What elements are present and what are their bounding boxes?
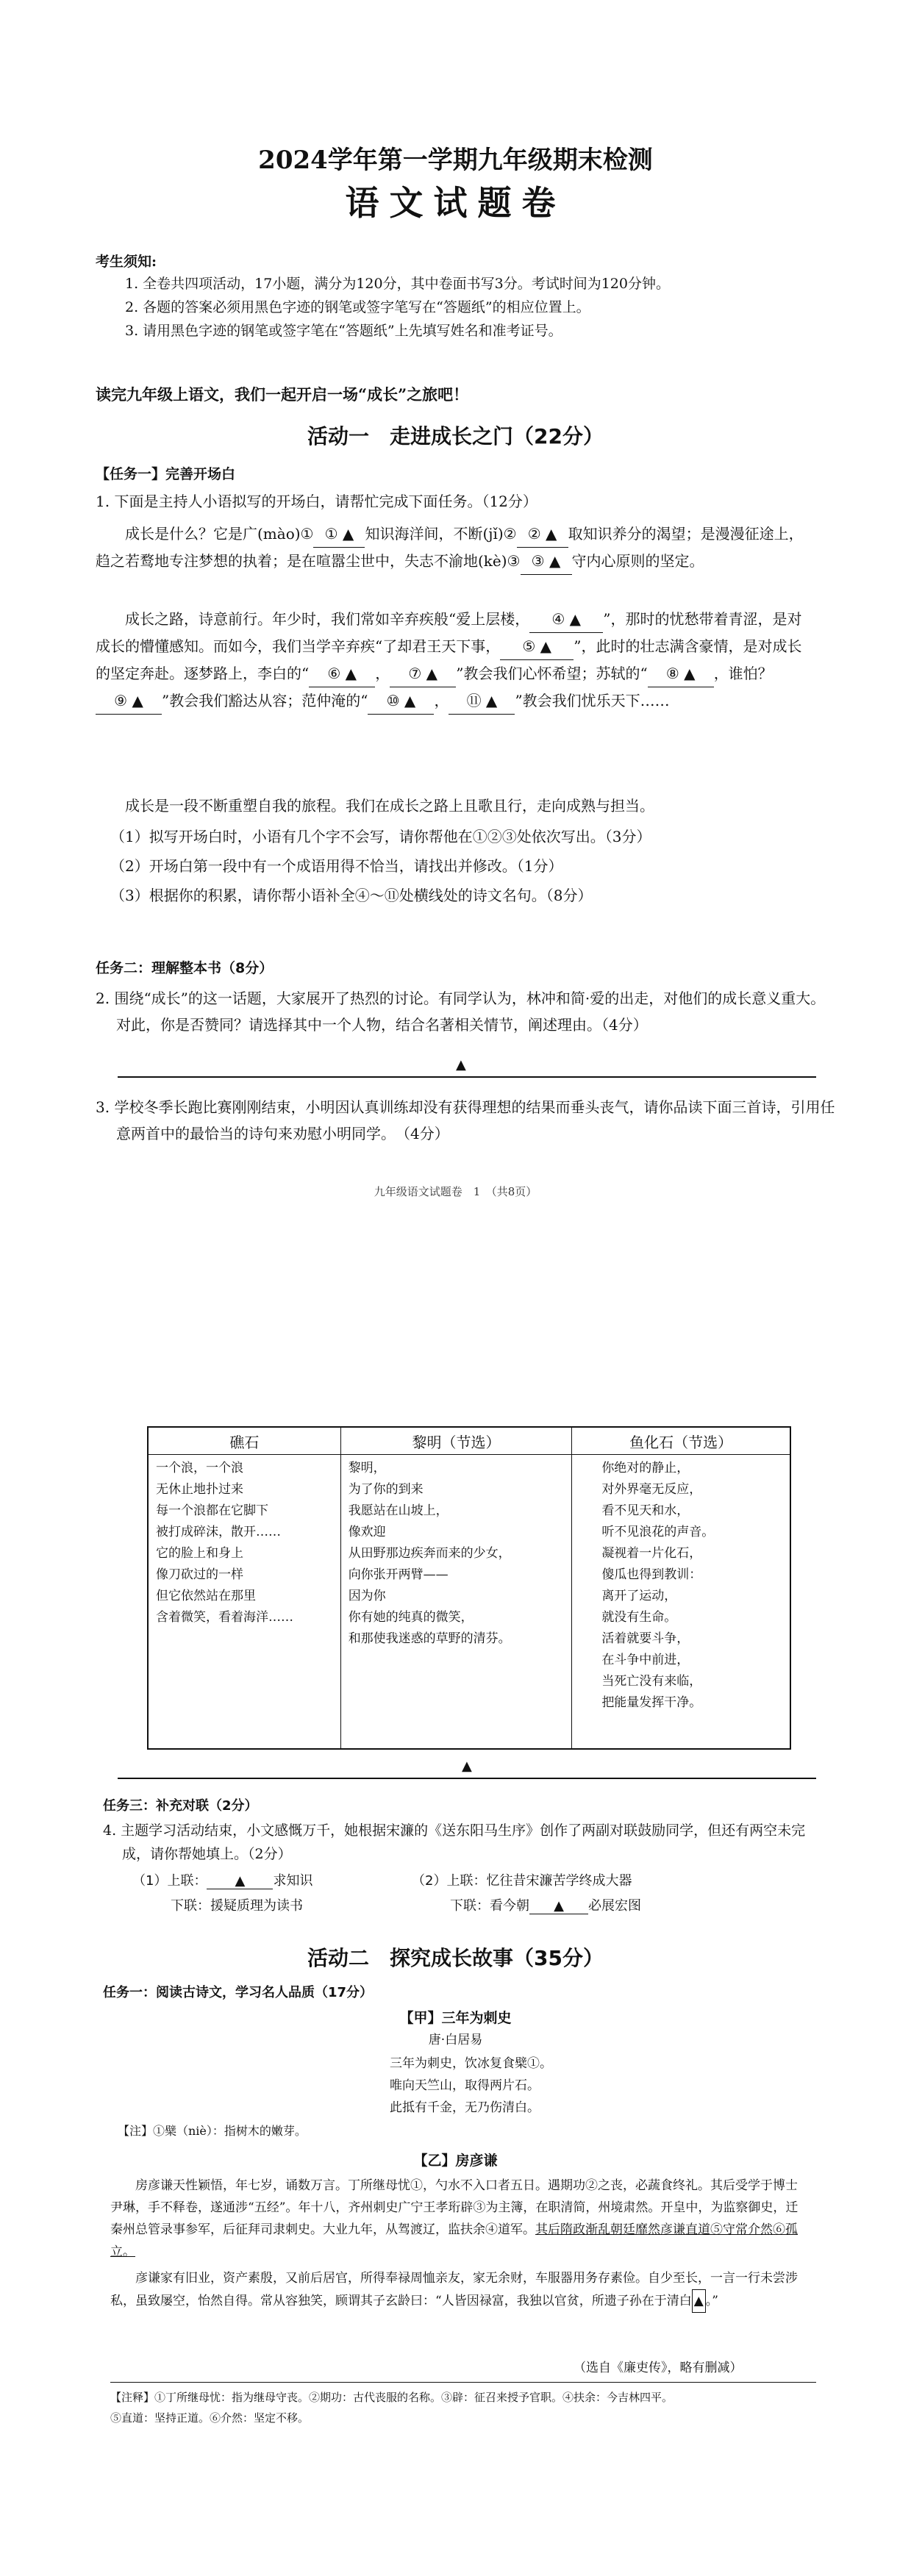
poem-line: 无休止地扑过来: [156, 1482, 243, 1497]
poem-line: 活着就要斗争，: [601, 1631, 690, 1646]
poem-line: 因为你: [348, 1589, 386, 1603]
para2-text: ”，那时的忧愁带着青涩，是对成长的懵懂感知。而如今，我们当学辛弃疾“了却君王天下事，: [96, 610, 802, 655]
blank-5[interactable]: ⑤ ▲: [500, 633, 574, 660]
poem-line: 就没有生命。: [601, 1610, 677, 1625]
prose-b-paragraph-2: [110, 2267, 809, 2313]
para2-text: ”，此时的壮志满含豪情，是对成长的坚定奔赴。逐梦路上，李白的“: [96, 637, 802, 682]
poem-title-liming: 黎明（节选）: [340, 1427, 572, 1455]
poem-line: 对外界毫无反应，: [601, 1482, 702, 1497]
couplet-blank-2[interactable]: ▲: [529, 1898, 588, 1914]
blank-3[interactable]: ③ ▲: [521, 548, 572, 575]
answer-mark: ▲: [456, 1057, 466, 1073]
poem-line: 看不见天和水，: [601, 1503, 690, 1518]
poem-line: 像刀砍过的一样: [156, 1567, 243, 1582]
para2-text: ，: [375, 665, 390, 682]
poem-title-jiaoshi: 礁石: [148, 1427, 340, 1455]
blank-10[interactable]: ⑩ ▲: [368, 687, 434, 715]
instruction-item: 2. 各题的答案必须用黑色字迹的钢笔或签字笔写在“答题纸”的相应位置上。: [125, 299, 590, 315]
instructions-heading: 考生须知:: [96, 254, 157, 270]
question-2: 2. 围绕“成长”的这一话题，大家展开了热烈的讨论。有同学认为，林冲和简·爱的出走，对他们的成长意义重大。对此，你是否赞同？请选择其中一个人物，结合名著相关情节，阐述理由。（4分）: [96, 990, 826, 1034]
prose-text: 彦谦家有旧业，资产素殷，又前后居官，所得奉禄周恤亲友，家无余财，车服器用务存素俭。自少至长，一言一行未尝涉私，虽致屡空，怡然自得。常从容独笑，顾谓其子玄龄曰：“人皆因禄富，我独以官贫，所遗子孙在于清白: [110, 2271, 798, 2308]
paper-title: 语文试题卷: [345, 183, 566, 223]
subquestion-2: （2）开场白第一段中有一个成语用得不恰当，请找出并修改。（1分）: [110, 857, 563, 875]
exam-title: 2024学年第一学期九年级期末检测: [258, 146, 653, 175]
activity2-title: 活动二 探究成长故事（35分）: [307, 1946, 604, 1970]
poem-line: 凝视着一片化石，: [601, 1546, 702, 1561]
poem-line: 听不见浪花的声音。: [601, 1525, 715, 1539]
couplet-1-upper: [132, 1870, 312, 1889]
task2-heading: 任务二：理解整本书（8分）: [96, 960, 274, 976]
poem-line: 被打成碎沫，散开……: [156, 1525, 281, 1539]
poem-yuhuashi: [572, 1455, 790, 1750]
poem-line: 像欢迎: [348, 1525, 386, 1539]
poem-line: 把能量发挥干净。: [601, 1695, 702, 1710]
poem-line: 为了你的到来: [348, 1482, 424, 1497]
prose-b-notes-2: ⑤直道：坚持正道。⑥介然：坚定不移。: [110, 2411, 310, 2425]
blank-8[interactable]: ⑧ ▲: [648, 660, 714, 687]
poem-line: 从田野那边疾奔而来的少女，: [348, 1546, 511, 1561]
blank-4[interactable]: ④ ▲: [529, 606, 603, 633]
poem-line: 我愿站在山坡上，: [348, 1503, 449, 1518]
q1-stem: 1. 下面是主持人小语拟写的开场白，请帮忙完成下面任务。（12分）: [96, 493, 537, 510]
task1-heading: 【任务一】完善开场白: [96, 466, 236, 482]
couplet-text: 求知识: [273, 1873, 313, 1889]
poem-line: 离开了运动，: [601, 1589, 677, 1603]
poem-liming: [340, 1455, 572, 1750]
opening-paragraph-2: [96, 606, 816, 715]
para1-text: 取知识养分的渴望；是漫漫征途上，趋之若鹜地专注梦想的执着；是在喧嚣尘世中，失志不渝地(kè)③: [96, 525, 804, 570]
para2-text: ”教会我们忧乐天下……: [515, 692, 670, 709]
poem-a-title: 【甲】三年为刺史: [399, 2010, 512, 2026]
poem-line: 在斗争中前进，: [601, 1653, 690, 1667]
poem-a-note: 【注】①檗（niè）：指树木的嫩芽。: [118, 2124, 307, 2138]
poem-a-author: 唐·白居易: [428, 2033, 483, 2047]
para1-text: 知识海洋间，不断(jǐ)②: [365, 525, 517, 543]
blank-6[interactable]: ⑥ ▲: [309, 660, 375, 687]
prose-text: 。”: [705, 2294, 718, 2308]
answer-line[interactable]: [118, 1778, 816, 1779]
divider: [110, 2382, 816, 2383]
blank-1[interactable]: ① ▲: [313, 520, 365, 548]
instruction-item: 3. 请用黑色字迹的钢笔或签字笔在“答题纸”上先填写姓名和准考证号。: [125, 323, 562, 339]
answer-line[interactable]: [118, 1076, 816, 1078]
poem-a-body: [390, 2053, 552, 2119]
task3-heading: 任务三：补充对联（2分）: [103, 1798, 258, 1814]
couplet-text: 下联：看今朝: [450, 1898, 529, 1914]
poems-table: [147, 1426, 791, 1750]
poem-line: 当死亡没有来临，: [601, 1674, 702, 1689]
answer-box[interactable]: ▲: [692, 2289, 706, 2313]
para2-text: ，: [434, 692, 449, 709]
opening-paragraph-1: [96, 520, 816, 575]
poem-line: 它的脸上和身上: [156, 1546, 243, 1561]
para1-text: 守内心原则的坚定。: [571, 552, 704, 570]
question-4: 4. 主题学习活动结束，小文感慨万千，她根据宋濂的《送东阳马生序》创作了两副对联鼓励同学，但还有两空未完成，请你帮她填上。（2分）: [103, 1822, 806, 1862]
poem-jiaoshi: [148, 1455, 340, 1750]
poem-line: 含着微笑，看着海洋……: [156, 1610, 293, 1625]
para2-text: ，谁怕？: [713, 665, 773, 682]
activity2-task1-heading: 任务一：阅读古诗文，学习名人品质（17分）: [103, 1985, 374, 2000]
blank-11[interactable]: ⑪ ▲: [449, 687, 515, 715]
couplet-blank-1[interactable]: ▲: [207, 1873, 273, 1889]
poem-a-line: 此抵有千金，无乃伤清白。: [390, 2100, 540, 2115]
prose-b-notes-1: 【注释】①丁所继母忧：指为继母守丧。②期功：古代丧服的名称。③辟：征召来授予官职。④扶余：今吉林四平。: [110, 2391, 674, 2404]
poem-line: 但它依然站在那里: [156, 1589, 256, 1603]
activity1-title: 活动一 走进成长之门（22分）: [307, 424, 604, 448]
couplet-label: （1）上联：: [132, 1873, 207, 1889]
couplet-2-lower: [450, 1895, 641, 1914]
answer-mark: ▲: [462, 1759, 472, 1774]
couplet-text: 必展宏图: [588, 1898, 641, 1914]
poem-line: 你有她的纯真的微笑，: [348, 1610, 474, 1625]
subquestion-3: （3）根据你的积累，请你帮小语补全④～⑪处横线处的诗文名句。（8分）: [110, 887, 593, 904]
poem-a-line: 三年为刺史，饮冰复食檗①。: [390, 2056, 552, 2071]
question-3: 3. 学校冬季长跑比赛刚刚结束，小明因认真训练却没有获得理想的结果而垂头丧气，请你品读下面三首诗，引用任意两首中的最恰当的诗句来劝慰小明同学。 （4分）: [96, 1098, 835, 1142]
couplet-2-upper: （2）上联：忆往昔宋濂苦学终成大器: [412, 1873, 632, 1889]
poem-line: 和那使我迷惑的草野的清芬。: [348, 1631, 511, 1646]
prose-b-paragraph-1: [110, 2175, 809, 2263]
poem-line: 你绝对的静止，: [601, 1461, 690, 1475]
para2-text: 成长之路，诗意前行。年少时，我们常如辛弃疾般“爱上层楼，: [125, 610, 530, 628]
poem-line: 黎明，: [348, 1461, 386, 1475]
poem-line: 傻瓜也得到教训：: [601, 1567, 702, 1582]
prose-text: 房彦谦天性颖悟，年七岁，诵数万言。丁所继母忧①，勺水不入口者五日。遇期功②之丧，必蔬食终礼。其后受学于博士尹琳，手不释卷，遂通涉“五经”。年十八，齐州刺史广宁王孝珩辟③为主簿，在职清简，州境肃然。开皇中，为监察御史，迁秦州总管录事参军，后征拜司隶刺史。大业九年，从驾渡辽，监扶余④道军。: [110, 2178, 799, 2237]
blank-7[interactable]: ⑦ ▲: [390, 660, 456, 687]
instruction-item: 1. 全卷共四项活动，17小题，满分为120分，其中卷面书写3分。考试时间为120分钟。: [125, 276, 670, 292]
poem-line: 一个浪，一个浪: [156, 1461, 243, 1475]
opening-paragraph-3: 成长是一段不断重塑自我的旅程。我们在成长之路上且歌且行，走向成熟与担当。: [125, 797, 654, 815]
subquestion-1: （1）拟写开场白时，小语有几个字不会写，请你帮他在①②③处依次写出。（3分）: [110, 828, 651, 845]
poem-line: 每一个浪都在它脚下: [156, 1503, 268, 1518]
couplet-1-lower: 下联：援疑质理为读书: [171, 1898, 303, 1914]
prose-b-title: 【乙】房彦谦: [413, 2153, 498, 2169]
underlined-sentence: 其后隋政渐乱朝廷靡然彦谦直道⑤守常介然⑥孤立。: [110, 2222, 798, 2259]
para1-text: 成长是什么？它是广(mào)①: [125, 525, 314, 543]
page-footer: 九年级语文试题卷 1 （共8页）: [374, 1185, 537, 1198]
poem-a-line: 唯向天竺山，取得两片石。: [390, 2078, 540, 2093]
poem-line: 向你张开两臂——: [348, 1567, 449, 1582]
intro-text: 读完九年级上语文，我们一起开启一场“成长”之旅吧！: [96, 385, 469, 404]
blank-9[interactable]: ⑨ ▲: [96, 687, 162, 715]
poem-title-yuhuashi: 鱼化石（节选）: [572, 1427, 790, 1455]
prose-b-source: （选自《廉吏传》，略有删减）: [574, 2361, 743, 2375]
blank-2[interactable]: ② ▲: [517, 520, 568, 548]
para2-text: ”教会我们心怀希望；苏轼的“: [456, 665, 648, 682]
para2-text: ”教会我们豁达从容；范仲淹的“: [162, 692, 368, 709]
